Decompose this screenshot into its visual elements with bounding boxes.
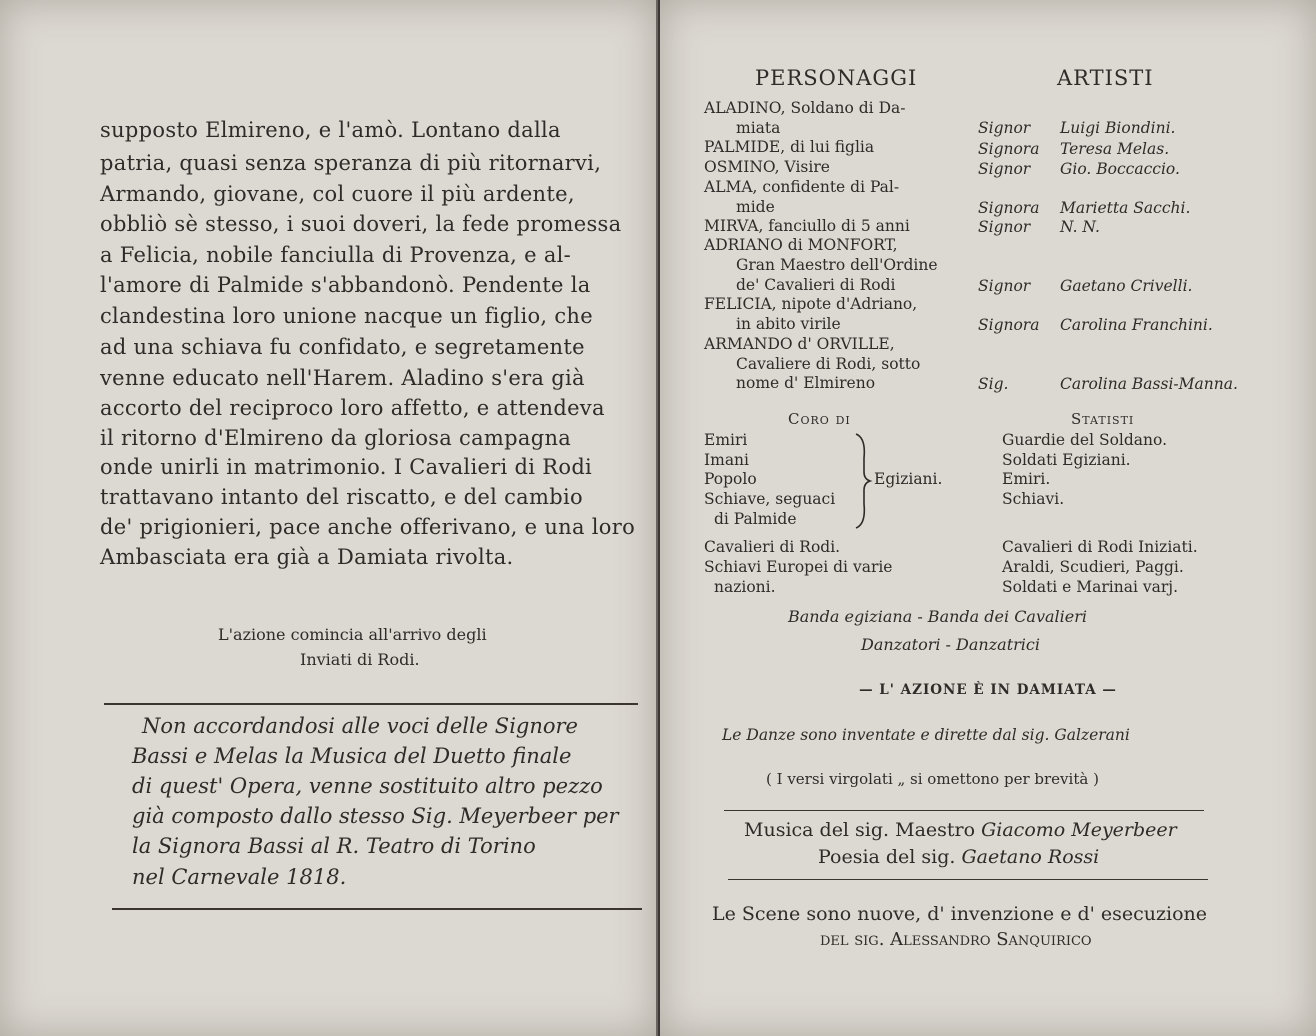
body-line: trattavano intanto del riscatto, e del cambio: [100, 485, 583, 509]
statisti-item: Schiavi.: [1002, 490, 1065, 508]
coro-item: Schiave, seguaci: [704, 490, 836, 508]
librettist-name: Gaetano Rossi: [961, 846, 1100, 868]
cast-artist: [978, 375, 1238, 393]
composer-name: Giacomo Meyerbeer: [981, 819, 1177, 841]
artist-name: Gio. Boccaccio.: [1060, 160, 1180, 178]
statisti-item: Emiri.: [1002, 470, 1051, 488]
poetry-prefix: Poesia del sig.: [818, 846, 962, 868]
body-line: a Felicia, nobile fanciulla di Provenza, e al-: [100, 243, 572, 267]
statisti-item: Guardie del Soldano.: [1002, 431, 1168, 449]
poetry-credit: [818, 846, 1099, 868]
body-line: accorto del reciproco loro affetto, e attendeva: [100, 396, 605, 420]
heading-artisti: ARTISTI: [1057, 66, 1154, 90]
cast-artist: [978, 316, 1213, 334]
cast-role-line: mide: [736, 198, 775, 216]
body-line: de' prigionieri, pace anche offerivano, e una loro: [100, 515, 636, 539]
coro-item: Imani: [704, 451, 750, 469]
cast-role-line: ARMANDO d' ORVILLE,: [704, 335, 895, 353]
heading-personaggi: PERSONAGGI: [755, 66, 918, 90]
coro-group-label: Egiziani.: [874, 470, 943, 488]
footnote-line: Bassi e Melas la Musica del Duetto finale: [132, 744, 572, 768]
body-line: il ritorno d'Elmireno da gloriosa campagna: [100, 426, 572, 450]
extra-item: Araldi, Scudieri, Paggi.: [1002, 558, 1184, 576]
music-credit: [744, 819, 1177, 841]
artist-name: Gaetano Crivelli.: [1060, 277, 1193, 295]
setting-line: — L' AZIONE È IN DAMIATA —: [859, 682, 1117, 698]
cast-artist: [978, 160, 1180, 178]
verses-note: ( I versi virgolati „ si omettono per brevità ): [766, 770, 1099, 788]
artist-title: Sig.: [978, 375, 1009, 393]
cast-role-line: PALMIDE, di lui figlia: [704, 138, 875, 156]
body-line: ad una schiava fu confidato, e segretamente: [100, 335, 585, 359]
footnote-line: già composto dallo stesso Sig. Meyerbeer per: [132, 804, 619, 828]
cast-artist: [978, 218, 1100, 236]
coro-heading: Coro di: [788, 410, 851, 428]
extra-item: Soldati e Marinai varj.: [1002, 578, 1179, 596]
artist-name: Luigi Biondini.: [1060, 119, 1176, 137]
artist-name: Carolina Franchini.: [1060, 316, 1213, 334]
body-line: venne educato nell'Harem. Aladino s'era già: [100, 366, 585, 390]
body-line: patria, quasi senza speranza di più ritornarvi,: [100, 151, 602, 175]
cast-role-line: ALADINO, Soldano di Da-: [704, 99, 906, 117]
footnote-bottom-rule: [112, 908, 642, 910]
cast-role-line: Gran Maestro dell'Ordine: [736, 256, 938, 274]
cast-role-line: FELICIA, nipote d'Adriano,: [704, 295, 918, 313]
body-line: Armando, giovane, col cuore il più ardente,: [100, 182, 575, 206]
cast-role-line: MIRVA, fanciullo di 5 anni: [704, 217, 910, 235]
action-note-line: L'azione comincia all'arrivo degli: [218, 625, 487, 644]
artist-title: Signor: [978, 160, 1031, 178]
dancers-line: Danzatori - Danzatrici: [861, 635, 1040, 654]
music-prefix: Musica del sig. Maestro: [744, 819, 982, 841]
credits-top-rule: [724, 810, 1204, 811]
body-line: onde unirli in matrimonio. I Cavalieri di Rodi: [100, 455, 593, 479]
footnote-line: Non accordandosi alle voci delle Signore: [142, 714, 578, 738]
cast-role-line: ADRIANO di MONFORT,: [704, 236, 898, 254]
body-line: supposto Elmireno, e l'amò. Lontano dalla: [100, 118, 561, 142]
artist-title: Signora: [978, 316, 1040, 334]
cast-role-line: nome d' Elmireno: [736, 374, 876, 392]
extra-item: Schiavi Europei di varie: [704, 558, 893, 576]
body-line: obbliò sè stesso, i suoi doveri, la fede promessa: [100, 212, 622, 236]
cast-role-line: OSMINO, Visire: [704, 158, 830, 176]
extra-item: nazioni.: [714, 578, 776, 596]
artist-title: Signora: [978, 199, 1040, 217]
action-note-line: Inviati di Rodi.: [300, 650, 420, 669]
cast-artist: [978, 140, 1170, 158]
coro-item: Popolo: [704, 470, 757, 488]
coro-brace-icon: [852, 432, 874, 530]
cast-artist: [978, 199, 1191, 217]
artist-title: Signor: [978, 277, 1031, 295]
cast-role-line: in abito virile: [736, 315, 841, 333]
body-line: clandestina loro unione nacque un figlio, che: [100, 304, 593, 328]
extra-item: Cavalieri di Rodi Iniziati.: [1002, 538, 1198, 556]
artist-name: N. N.: [1060, 218, 1100, 236]
body-line: l'amore di Palmide s'abbandonò. Pendente la: [100, 273, 591, 297]
artist-title: Signor: [978, 119, 1031, 137]
cast-role-line: Cavaliere di Rodi, sotto: [736, 355, 921, 373]
footnote-line: nel Carnevale 1818.: [132, 865, 347, 889]
extra-item: Cavalieri di Rodi.: [704, 538, 841, 556]
artist-title: Signor: [978, 218, 1031, 236]
artist-name: Teresa Melas.: [1060, 140, 1170, 158]
footnote-line: di quest' Opera, venne sostituito altro pezzo: [132, 774, 603, 798]
body-line: Ambasciata era già a Damiata rivolta.: [100, 545, 514, 569]
cast-artist: [978, 119, 1176, 137]
credits-bottom-rule: [728, 879, 1208, 880]
coro-item: di Palmide: [714, 510, 797, 528]
cast-role-line: miata: [736, 119, 781, 137]
cast-role-line: de' Cavalieri di Rodi: [736, 276, 896, 294]
scenes-line: Le Scene sono nuove, d' invenzione e d' esecuzione: [712, 903, 1208, 925]
artist-name: Carolina Bassi-Manna.: [1060, 375, 1238, 393]
statisti-heading: Statisti: [1071, 410, 1135, 428]
coro-item: Emiri: [704, 431, 748, 449]
bands-line: Banda egiziana - Banda dei Cavalieri: [788, 607, 1088, 626]
footnote-top-rule: [104, 703, 638, 705]
artist-name: Marietta Sacchi.: [1060, 199, 1191, 217]
cast-role-line: ALMA, confidente di Pal-: [704, 178, 900, 196]
artist-title: Signora: [978, 140, 1040, 158]
footnote-line: la Signora Bassi al R. Teatro di Torino: [132, 834, 536, 858]
statisti-item: Soldati Egiziani.: [1002, 451, 1131, 469]
right-page: [660, 0, 1316, 1036]
dances-line: Le Danze sono inventate e dirette dal sig. Galzerani: [722, 726, 1130, 744]
cast-artist: [978, 277, 1193, 295]
scenes-designer-line: del sig. Alessandro Sanquirico: [820, 929, 1092, 950]
